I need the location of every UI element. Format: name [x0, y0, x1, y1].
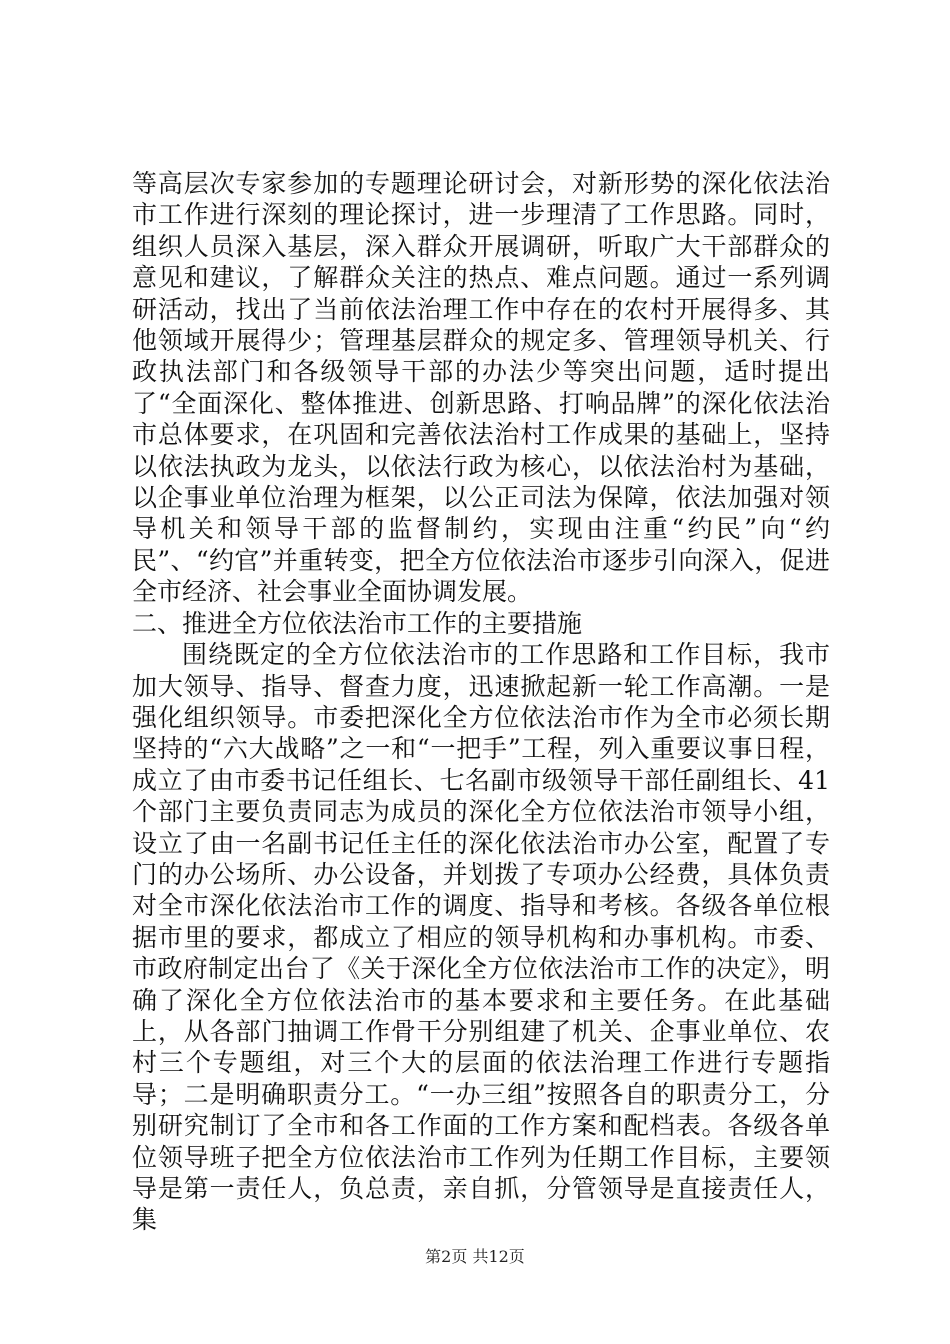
- page-footer: 第2页 共12页: [425, 1247, 525, 1266]
- section-heading: 二、推进全方位依法治市工作的主要措施: [132, 608, 583, 638]
- document-body: [132, 168, 830, 1236]
- body-paragraph-1: 等高层次专家参加的专题理论研讨会，对新形势的深化依法治市工作进行深刻的理论探讨，进一步理清了工作思路。同时，组织人员深入基层，深入群众开展调研，听取广大干部群众的意见和建议，了解群众关注的热点、难点问题。通过一系列调研活动，找出了当前依法治理工作中存在的农村开展得多、其他领域开展得少；管理基层群众的规定多、管理领导机关、行政执法部门和各级领导干部的办法少等突出问题，适时提出了“全面深化、整体推进、创新思路、打响品牌”的深化依法治市总体要求，在巩固和完善依法治村工作成果的基础上，坚持以依法执政为龙头，以依法行政为核心，以依法治村为基础，以企事业单位治理为框架，以公正司法为保障，依法加强对领导机关和领导干部的监督制约，实现由注重“约民”向“约民”、“约官”并重转变，把全方位依法治市逐步引向深入，促进全市经济、社会事业全面协调发展。: [132, 169, 830, 607]
- body-paragraph-2: 围绕既定的全方位依法治市的工作思路和工作目标，我市加大领导、指导、督查力度，迅速掀起新一轮工作高潮。一是强化组织领导。市委把深化全方位依法治市作为全市必须长期坚持的“六大战略”之一和“一把手”工程，列入重要议事日程，成立了由市委书记任组长、七名副市级领导干部任副组长、41个部门主要负责同志为成员的深化全方位依法治市领导小组，设立了由一名副书记任主任的深化依法治市办公室，配置了专门的办公场所、办公设备，并划拨了专项办公经费，具体负责对全市深化依法治市工作的调度、指导和考核。各级各单位根据市里的要求，都成立了相应的领导机构和办事机构。市委、市政府制定出台了《关于深化全方位依法治市工作的决定》，明确了深化全方位依法治市的基本要求和主要任务。在此基础上，从各部门抽调工作骨干分别组建了机关、企事业单位、农村三个专题组，对三个大的层面的依法治理工作进行专题指导；二是明确职责分工。“一办三组”按照各自的职责分工，分别研究制订了全市和各工作面的工作方案和配档表。各级各单位领导班子把全方位依法治市工作列为任期工作目标，主要领导是第一责任人，负总责，亲自抓，分管领导是直接责任人，集: [132, 640, 830, 1235]
